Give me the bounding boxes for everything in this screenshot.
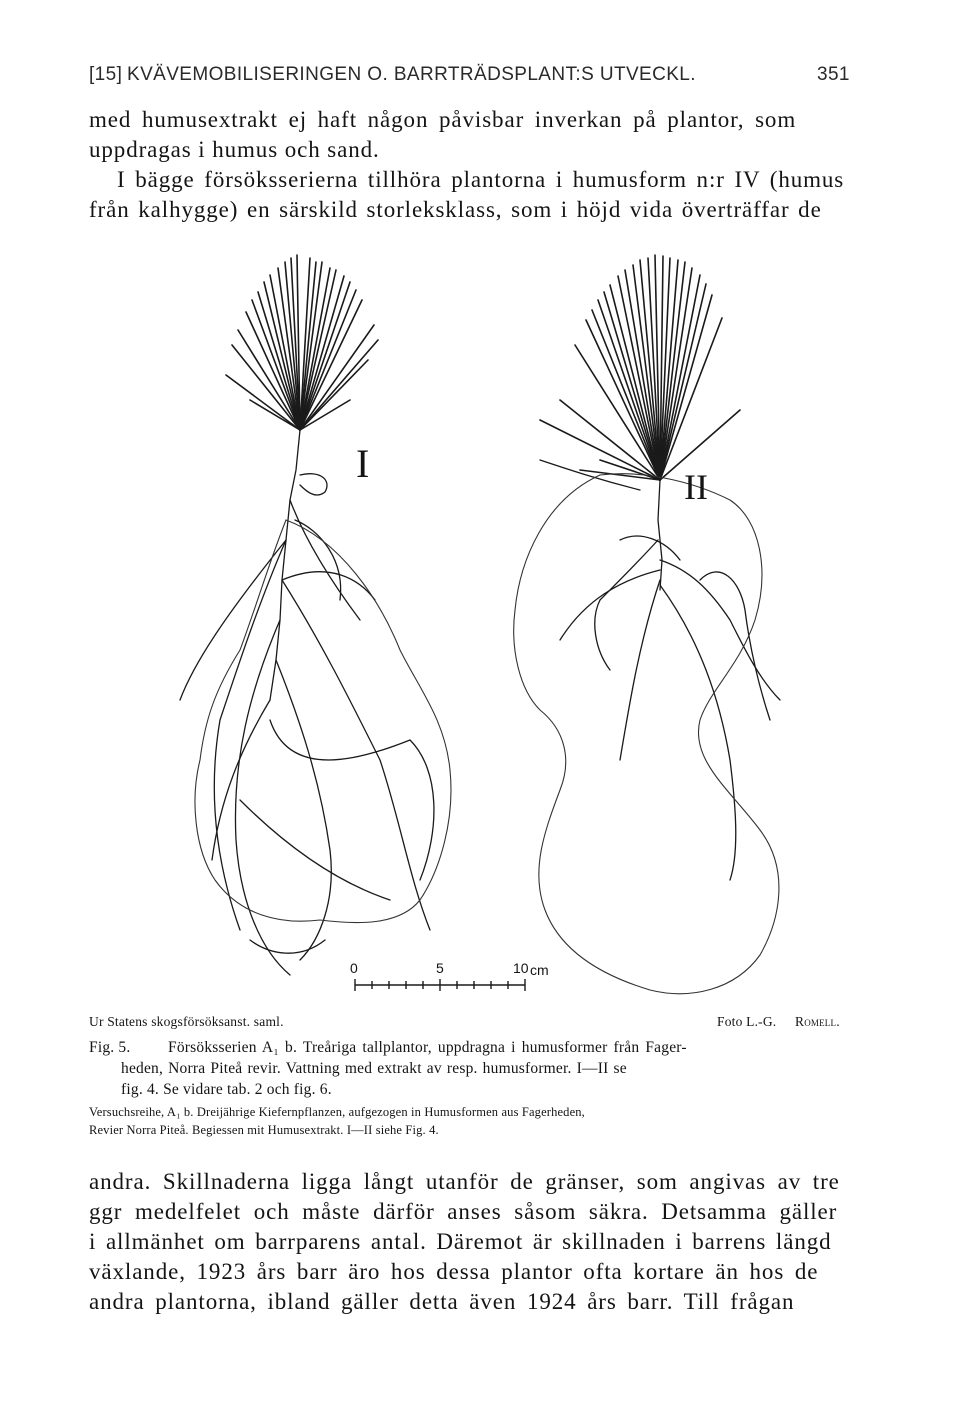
caption-swedish-line-3: fig. 4. Se vidare tab. 2 och fig. 6.: [121, 1081, 332, 1098]
photographer-name: Romell.: [795, 1014, 840, 1029]
body-line-3: I bägge försöksserierna tillhöra plantorna i humusform n:r IV (humus: [117, 167, 845, 192]
body-line-2: uppdragas i humus och sand.: [89, 137, 380, 162]
plant-1-root-ball-outline: [195, 520, 451, 923]
scale-bar: [355, 979, 525, 991]
caption-swedish-line-1: Försöksserien A₁ b. Treåriga tallplantor, uppdragna i humusformer från Fager-: [168, 1039, 687, 1056]
scale-label-5: 5: [436, 960, 444, 976]
caption-german-line-1: Versuchsreihe, A₁ b. Dreijährige Kiefernpflanzen, aufgezogen in Humusformen aus Fagerheden,: [89, 1105, 585, 1119]
body-line-1: med humusextrakt ej haft någon påvisbar inverkan på plantor, som: [89, 107, 797, 132]
plant-label-1: I: [356, 441, 370, 486]
body-line-6: ggr medelfelet och måste därför anses såsom säkra. Detsamma gäller: [89, 1199, 838, 1224]
caption-german-line-2: Revier Norra Piteå. Begiessen mit Humusextrakt. I—II siehe Fig. 4.: [89, 1123, 439, 1137]
figure-label: Fig. 5.: [89, 1039, 131, 1056]
figure-seedlings-illustration: [0, 240, 960, 1010]
scale-label-10: 10: [513, 960, 529, 976]
body-line-9: andra plantorna, ibland gäller detta även 1924 års barr. Till frågan: [89, 1289, 795, 1314]
plant-1-stem-and-roots: [180, 430, 434, 975]
page-number: 351: [817, 64, 850, 85]
figure-source-credit: Ur Statens skogsförsöksanst. saml.: [89, 1014, 284, 1029]
caption-swedish-line-2: heden, Norra Piteå revir. Vattning med extrakt av resp. humusformer. I—II se: [121, 1060, 627, 1077]
body-line-7: i allmänhet om barrparens antal. Däremot är skillnaden i barrens längd: [89, 1229, 832, 1254]
body-line-8: växlande, 1923 års barr äro hos dessa plantor ofta kortare än hos de: [89, 1259, 819, 1284]
plant-label-2: II: [684, 467, 708, 507]
scale-unit: cm: [530, 962, 549, 978]
running-head-title: KVÄVEMOBILISERINGEN O. BARRTRÄDSPLANT:S UTVECKL.: [127, 64, 696, 85]
plant-1-needles: [226, 255, 378, 430]
running-head-page-bracket: [15]: [89, 64, 123, 85]
plant-2-stem-and-roots: [540, 460, 780, 880]
body-line-4: från kalhygge) en särskild storleksklass, som i höjd vida överträffar de: [89, 197, 822, 222]
scale-label-0: 0: [350, 960, 358, 976]
plant-2-needles: [540, 255, 740, 480]
body-line-5: andra. Skillnaderna ligga långt utanför de gränser, som angivas av tre: [89, 1169, 840, 1194]
photo-credit-prefix: Foto L.-G.: [717, 1014, 777, 1029]
